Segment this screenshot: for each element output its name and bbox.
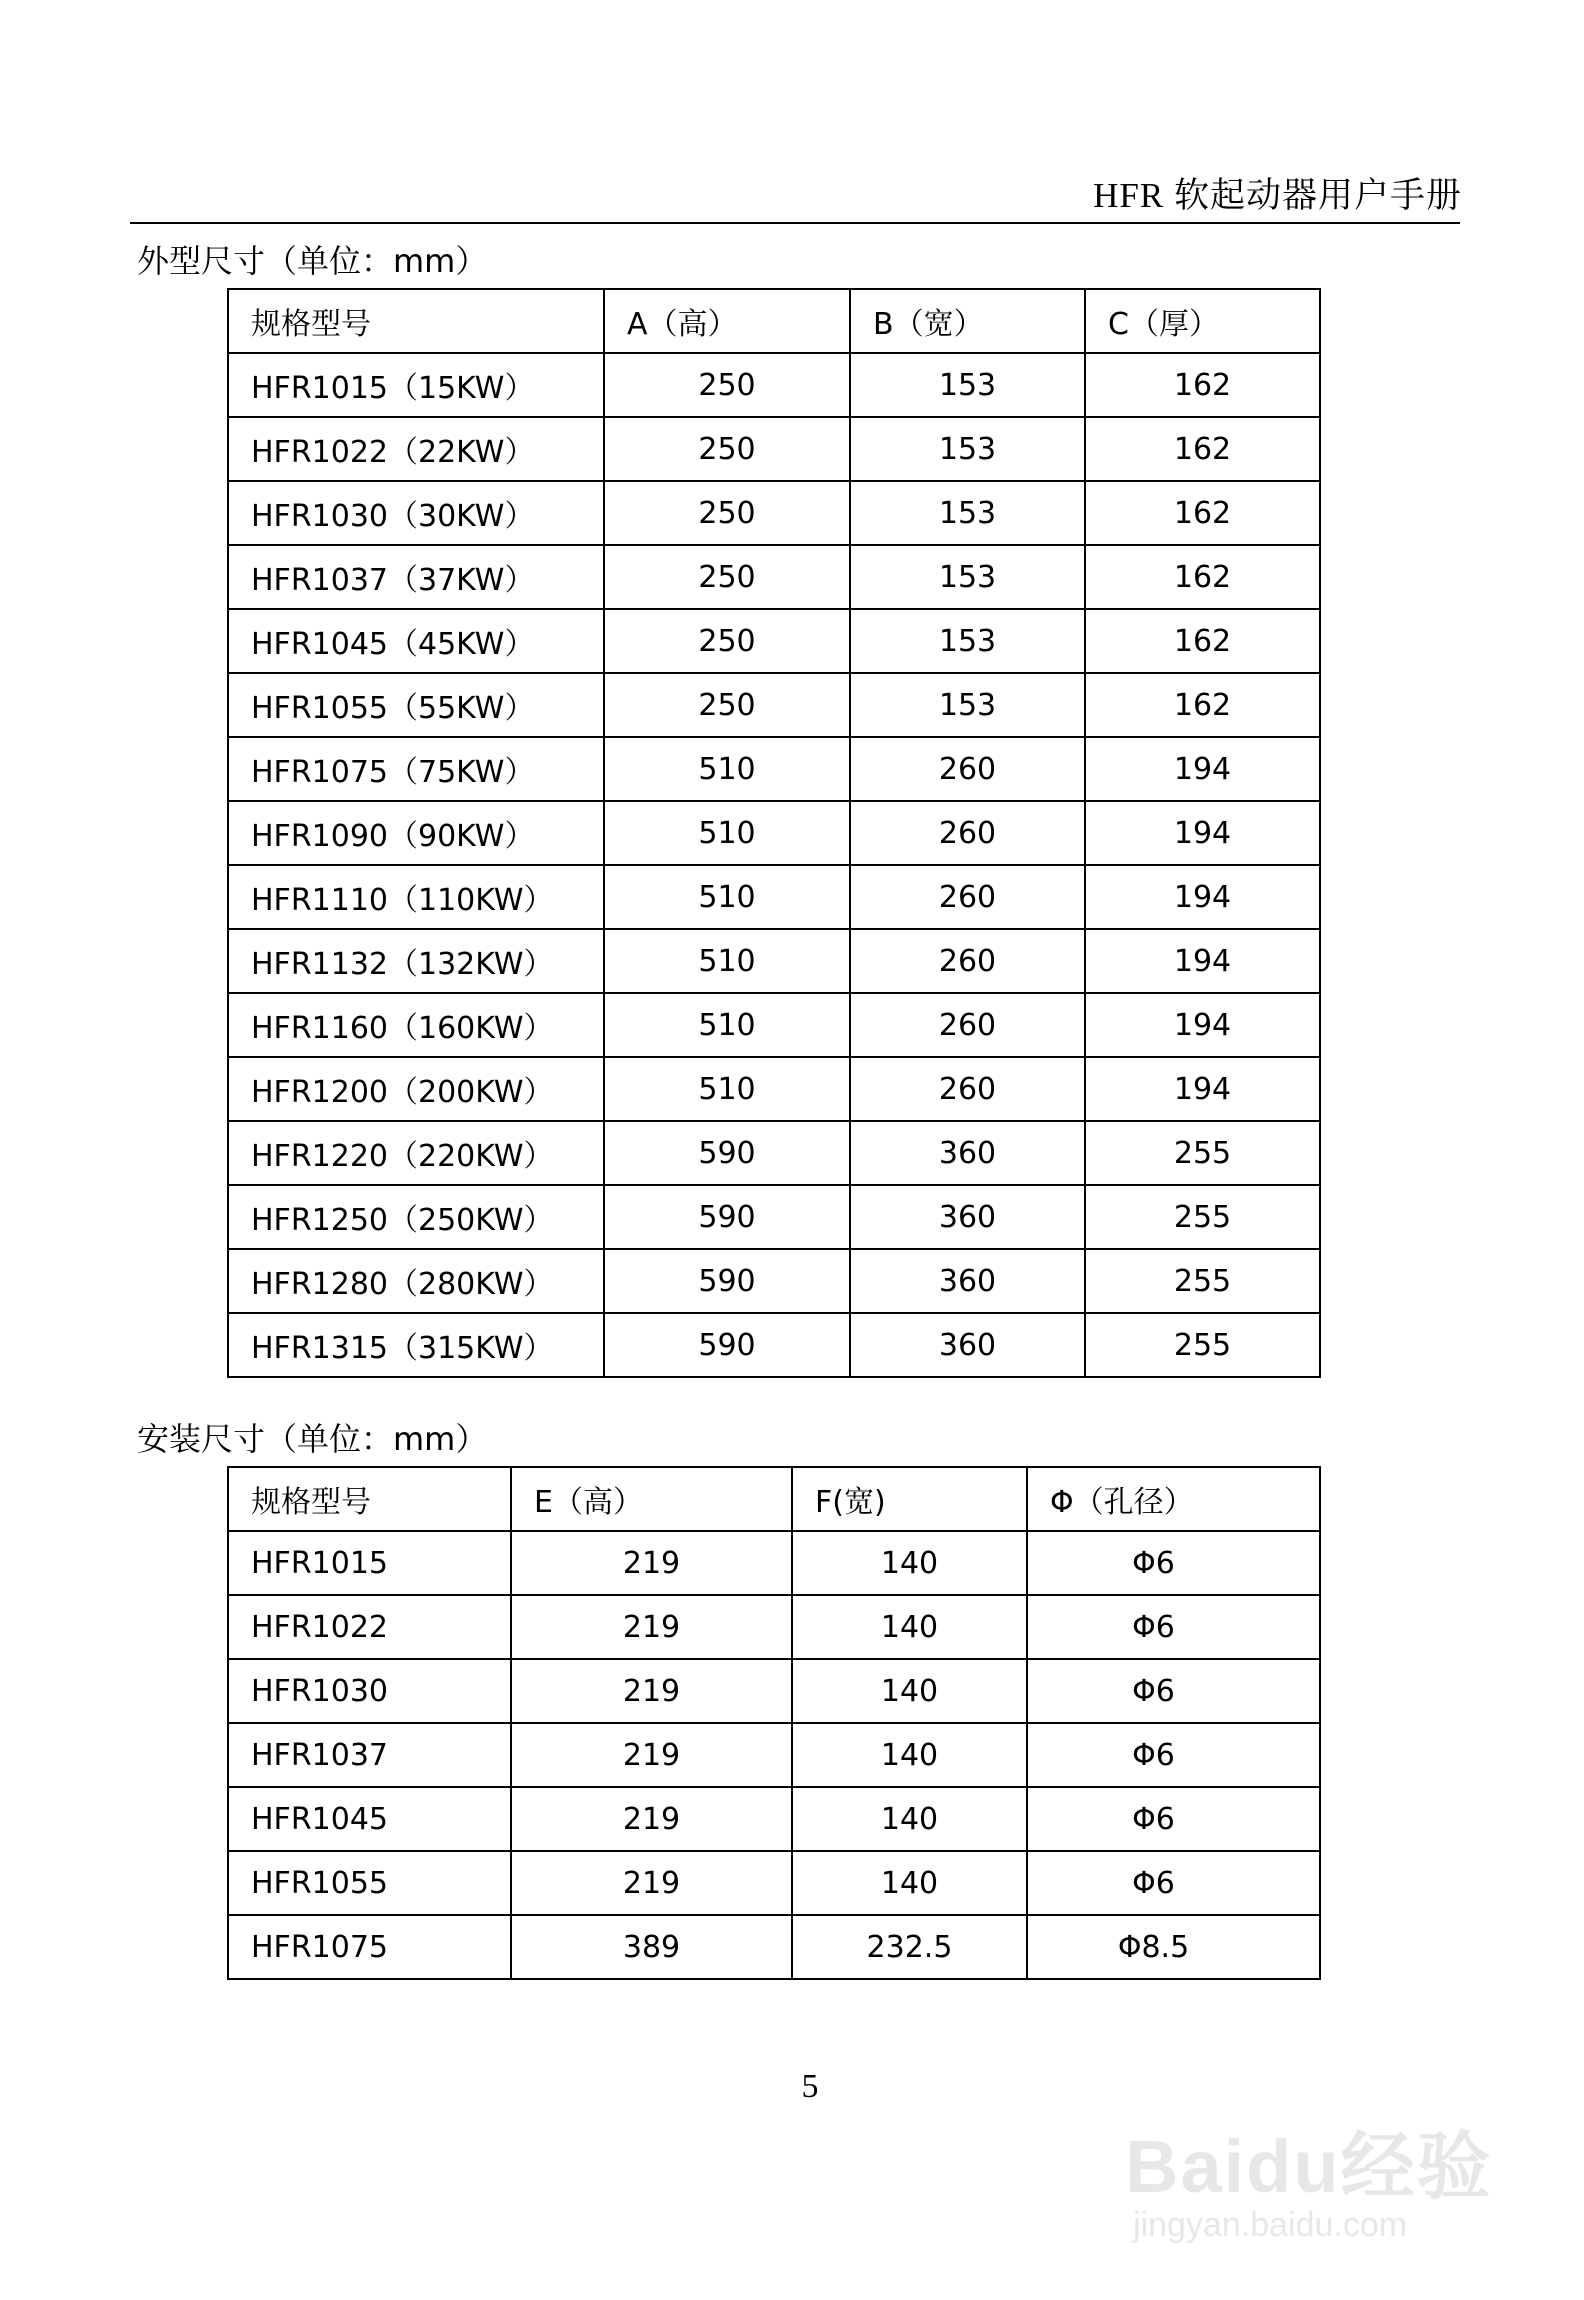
value-cell: 260 xyxy=(850,929,1085,993)
table-row xyxy=(228,1185,1320,1249)
installation-section-title: 安装尺寸（单位：mm） xyxy=(137,1420,488,1458)
value-cell: Φ6 xyxy=(1027,1595,1320,1659)
table-row xyxy=(228,737,1320,801)
value-cell: 590 xyxy=(604,1185,850,1249)
model-cell: HFR1160（160KW） xyxy=(228,993,604,1057)
value-cell: 510 xyxy=(604,993,850,1057)
value-cell: 510 xyxy=(604,801,850,865)
table-row xyxy=(228,609,1320,673)
model-cell: HFR1132（132KW） xyxy=(228,929,604,993)
value-cell: 153 xyxy=(850,481,1085,545)
value-cell: 255 xyxy=(1085,1185,1320,1249)
table-row xyxy=(228,673,1320,737)
value-cell: 162 xyxy=(1085,609,1320,673)
value-cell: 255 xyxy=(1085,1121,1320,1185)
value-cell: 194 xyxy=(1085,1057,1320,1121)
value-cell: 590 xyxy=(604,1313,850,1377)
value-cell: Φ6 xyxy=(1027,1723,1320,1787)
watermark-url: jingyan.baidu.com xyxy=(1133,2206,1408,2244)
table-row xyxy=(228,1531,1320,1595)
value-cell: 590 xyxy=(604,1249,850,1313)
table-row xyxy=(228,1851,1320,1915)
table-header-row xyxy=(228,289,1320,353)
model-cell: HFR1045 xyxy=(228,1787,511,1851)
value-cell: 510 xyxy=(604,737,850,801)
value-cell: 510 xyxy=(604,865,850,929)
table-row xyxy=(228,1659,1320,1723)
model-cell: HFR1022 xyxy=(228,1595,511,1659)
value-cell: 153 xyxy=(850,673,1085,737)
value-cell: 219 xyxy=(511,1787,792,1851)
value-cell: 250 xyxy=(604,481,850,545)
value-cell: Φ6 xyxy=(1027,1787,1320,1851)
value-cell: 153 xyxy=(850,417,1085,481)
table-row xyxy=(228,801,1320,865)
column-header: B（宽） xyxy=(850,289,1085,353)
model-cell: HFR1030 xyxy=(228,1659,511,1723)
value-cell: 153 xyxy=(850,609,1085,673)
value-cell: 250 xyxy=(604,353,850,417)
table-row xyxy=(228,993,1320,1057)
model-cell: HFR1037（37KW） xyxy=(228,545,604,609)
value-cell: 194 xyxy=(1085,801,1320,865)
model-cell: HFR1055（55KW） xyxy=(228,673,604,737)
model-cell: HFR1090（90KW） xyxy=(228,801,604,865)
value-cell: Φ6 xyxy=(1027,1659,1320,1723)
value-cell: 162 xyxy=(1085,417,1320,481)
value-cell: 360 xyxy=(850,1313,1085,1377)
value-cell: 140 xyxy=(792,1531,1027,1595)
table-row xyxy=(228,929,1320,993)
table-row xyxy=(228,865,1320,929)
value-cell: 510 xyxy=(604,1057,850,1121)
model-cell: HFR1250（250KW） xyxy=(228,1185,604,1249)
value-cell: 219 xyxy=(511,1659,792,1723)
value-cell: 140 xyxy=(792,1595,1027,1659)
value-cell: 360 xyxy=(850,1121,1085,1185)
model-cell: HFR1315（315KW） xyxy=(228,1313,604,1377)
value-cell: 260 xyxy=(850,737,1085,801)
header-divider xyxy=(130,222,1460,224)
column-header: C（厚） xyxy=(1085,289,1320,353)
value-cell: 389 xyxy=(511,1915,792,1979)
value-cell: 219 xyxy=(511,1595,792,1659)
manual-title: HFR 软起动器用户手册 xyxy=(1093,176,1462,215)
column-header: F(宽) xyxy=(792,1467,1027,1531)
table-row xyxy=(228,1915,1320,1979)
value-cell: 140 xyxy=(792,1659,1027,1723)
model-cell: HFR1030（30KW） xyxy=(228,481,604,545)
value-cell: 250 xyxy=(604,609,850,673)
value-cell: 140 xyxy=(792,1851,1027,1915)
value-cell: 162 xyxy=(1085,481,1320,545)
column-header: 规格型号 xyxy=(228,1467,511,1531)
value-cell: 219 xyxy=(511,1851,792,1915)
page-number: 5 xyxy=(801,2068,819,2105)
value-cell: 162 xyxy=(1085,673,1320,737)
table-header-row xyxy=(228,1467,1320,1531)
table-row xyxy=(228,1595,1320,1659)
value-cell: 219 xyxy=(511,1723,792,1787)
value-cell: 194 xyxy=(1085,993,1320,1057)
value-cell: 232.5 xyxy=(792,1915,1027,1979)
value-cell: 219 xyxy=(511,1531,792,1595)
model-cell: HFR1220（220KW） xyxy=(228,1121,604,1185)
value-cell: 510 xyxy=(604,929,850,993)
dimensions-section-title: 外型尺寸（单位：mm） xyxy=(137,242,488,280)
value-cell: 260 xyxy=(850,865,1085,929)
table-row xyxy=(228,545,1320,609)
value-cell: 360 xyxy=(850,1249,1085,1313)
column-header: A（高） xyxy=(604,289,850,353)
column-header: Φ（孔径） xyxy=(1027,1467,1320,1531)
model-cell: HFR1015 xyxy=(228,1531,511,1595)
baidu-jingyan-watermark xyxy=(1125,2088,1505,2258)
model-cell: HFR1110（110KW） xyxy=(228,865,604,929)
value-cell: 194 xyxy=(1085,865,1320,929)
value-cell: 250 xyxy=(604,417,850,481)
model-cell: HFR1045（45KW） xyxy=(228,609,604,673)
watermark-brand: Baidu经验 xyxy=(1125,2125,1493,2208)
value-cell: 194 xyxy=(1085,929,1320,993)
value-cell: 153 xyxy=(850,545,1085,609)
value-cell: Φ8.5 xyxy=(1027,1915,1320,1979)
model-cell: HFR1055 xyxy=(228,1851,511,1915)
value-cell: 140 xyxy=(792,1787,1027,1851)
column-header: 规格型号 xyxy=(228,289,604,353)
value-cell: 260 xyxy=(850,1057,1085,1121)
value-cell: 250 xyxy=(604,673,850,737)
model-cell: HFR1037 xyxy=(228,1723,511,1787)
table-row xyxy=(228,1057,1320,1121)
value-cell: 360 xyxy=(850,1185,1085,1249)
dimensions-table xyxy=(227,288,1321,1378)
model-cell: HFR1075 xyxy=(228,1915,511,1979)
model-cell: HFR1022（22KW） xyxy=(228,417,604,481)
value-cell: Φ6 xyxy=(1027,1851,1320,1915)
value-cell: 255 xyxy=(1085,1313,1320,1377)
table-row xyxy=(228,1723,1320,1787)
table-row xyxy=(228,1313,1320,1377)
table-row xyxy=(228,417,1320,481)
value-cell: 260 xyxy=(850,801,1085,865)
value-cell: 255 xyxy=(1085,1249,1320,1313)
value-cell: 250 xyxy=(604,545,850,609)
table-row xyxy=(228,1121,1320,1185)
value-cell: 153 xyxy=(850,353,1085,417)
model-cell: HFR1015（15KW） xyxy=(228,353,604,417)
table-row xyxy=(228,1787,1320,1851)
value-cell: Φ6 xyxy=(1027,1531,1320,1595)
table-row xyxy=(228,353,1320,417)
value-cell: 194 xyxy=(1085,737,1320,801)
model-cell: HFR1075（75KW） xyxy=(228,737,604,801)
table-row xyxy=(228,1249,1320,1313)
model-cell: HFR1280（280KW） xyxy=(228,1249,604,1313)
installation-table xyxy=(227,1466,1321,1980)
value-cell: 162 xyxy=(1085,353,1320,417)
value-cell: 590 xyxy=(604,1121,850,1185)
column-header: E（高） xyxy=(511,1467,792,1531)
value-cell: 162 xyxy=(1085,545,1320,609)
table-row xyxy=(228,481,1320,545)
value-cell: 140 xyxy=(792,1723,1027,1787)
value-cell: 260 xyxy=(850,993,1085,1057)
model-cell: HFR1200（200KW） xyxy=(228,1057,604,1121)
